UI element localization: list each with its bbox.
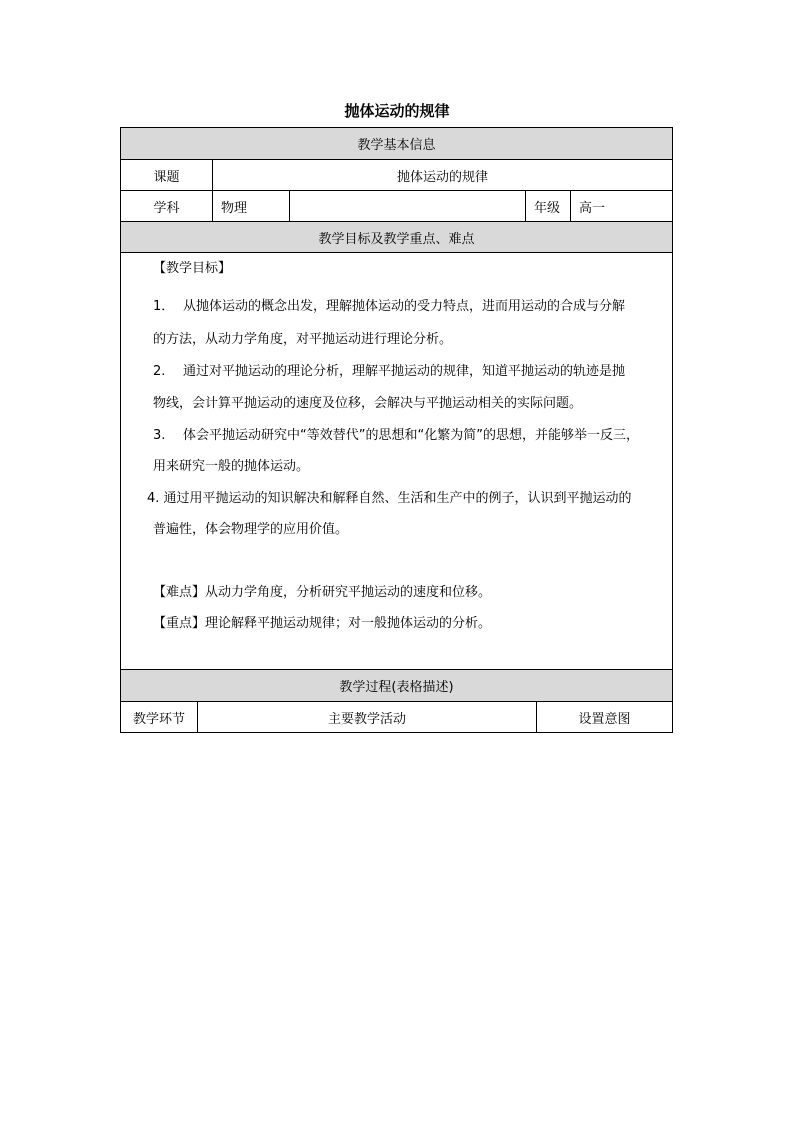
section-goals-label: 教学目标及教学重点、难点	[121, 222, 673, 252]
section-header-basic-info	[121, 128, 673, 160]
lesson-plan-table	[120, 127, 673, 733]
subject-value: 物理	[213, 191, 290, 221]
keypoint-text: 【重点】理论解释平抛运动规律；对一般抛体运动的分析。	[153, 616, 492, 631]
document-title: 抛体运动的规律	[344, 102, 450, 120]
goal-1-line-2: 的方法，从动力学角度，对平抛运动进行理论分析。	[153, 332, 453, 347]
topic-label: 课题	[121, 160, 213, 190]
column-teaching-stage: 教学环节	[121, 702, 198, 732]
goal-3-number: 3.	[153, 428, 166, 443]
process-columns-row	[121, 702, 673, 733]
section-basic-info-label: 教学基本信息	[121, 128, 673, 159]
goal-2-line-2: 物线，会计算平抛运动的速度及位移，会解决与平抛运动相关的实际问题。	[153, 396, 583, 411]
goals-content-row	[121, 253, 673, 670]
goals-content-cell	[121, 253, 673, 669]
column-design-intent: 设置意图	[537, 702, 673, 732]
difficulty-text: 【难点】从动力学角度，分析研究平抛运动的速度和位移。	[153, 585, 492, 600]
grade-label: 年级	[526, 191, 571, 221]
section-header-goals	[121, 222, 673, 253]
goal-1-line-1: 从抛体运动的概念出发，理解抛体运动的受力特点，进而用运动的合成与分解	[183, 299, 626, 314]
goal-3-line-2: 用来研究一般的抛体运动。	[153, 459, 310, 474]
goal-1-number: 1．	[153, 299, 175, 314]
goal-3-line-1: 体会平抛运动研究中“等效替代”的思想和“化繁为简”的思想，并能够举一反三，	[183, 428, 639, 443]
goal-2-line-1: 通过对平抛运动的理论分析，理解平抛运动的规律，知道平抛运动的轨迹是抛	[183, 364, 626, 379]
column-main-activity: 主要教学活动	[198, 702, 537, 732]
grade-value: 高一	[571, 191, 673, 221]
subject-label: 学科	[121, 191, 213, 221]
goal-4-line-1: 4. 通过用平抛运动的知识解决和解释自然、生活和生产中的例子，认识到平抛运动的	[147, 491, 632, 506]
topic-row	[121, 160, 673, 191]
goals-heading: 【教学目标】	[153, 261, 232, 276]
goal-2-number: 2.	[153, 364, 166, 379]
subject-row	[121, 191, 673, 222]
section-process-label: 教学过程(表格描述)	[121, 670, 673, 701]
topic-value: 抛体运动的规律	[213, 160, 673, 190]
goal-4-line-2: 普遍性，体会物理学的应用价值。	[153, 522, 349, 537]
subject-blank-cell	[290, 191, 526, 221]
section-header-process	[121, 670, 673, 702]
